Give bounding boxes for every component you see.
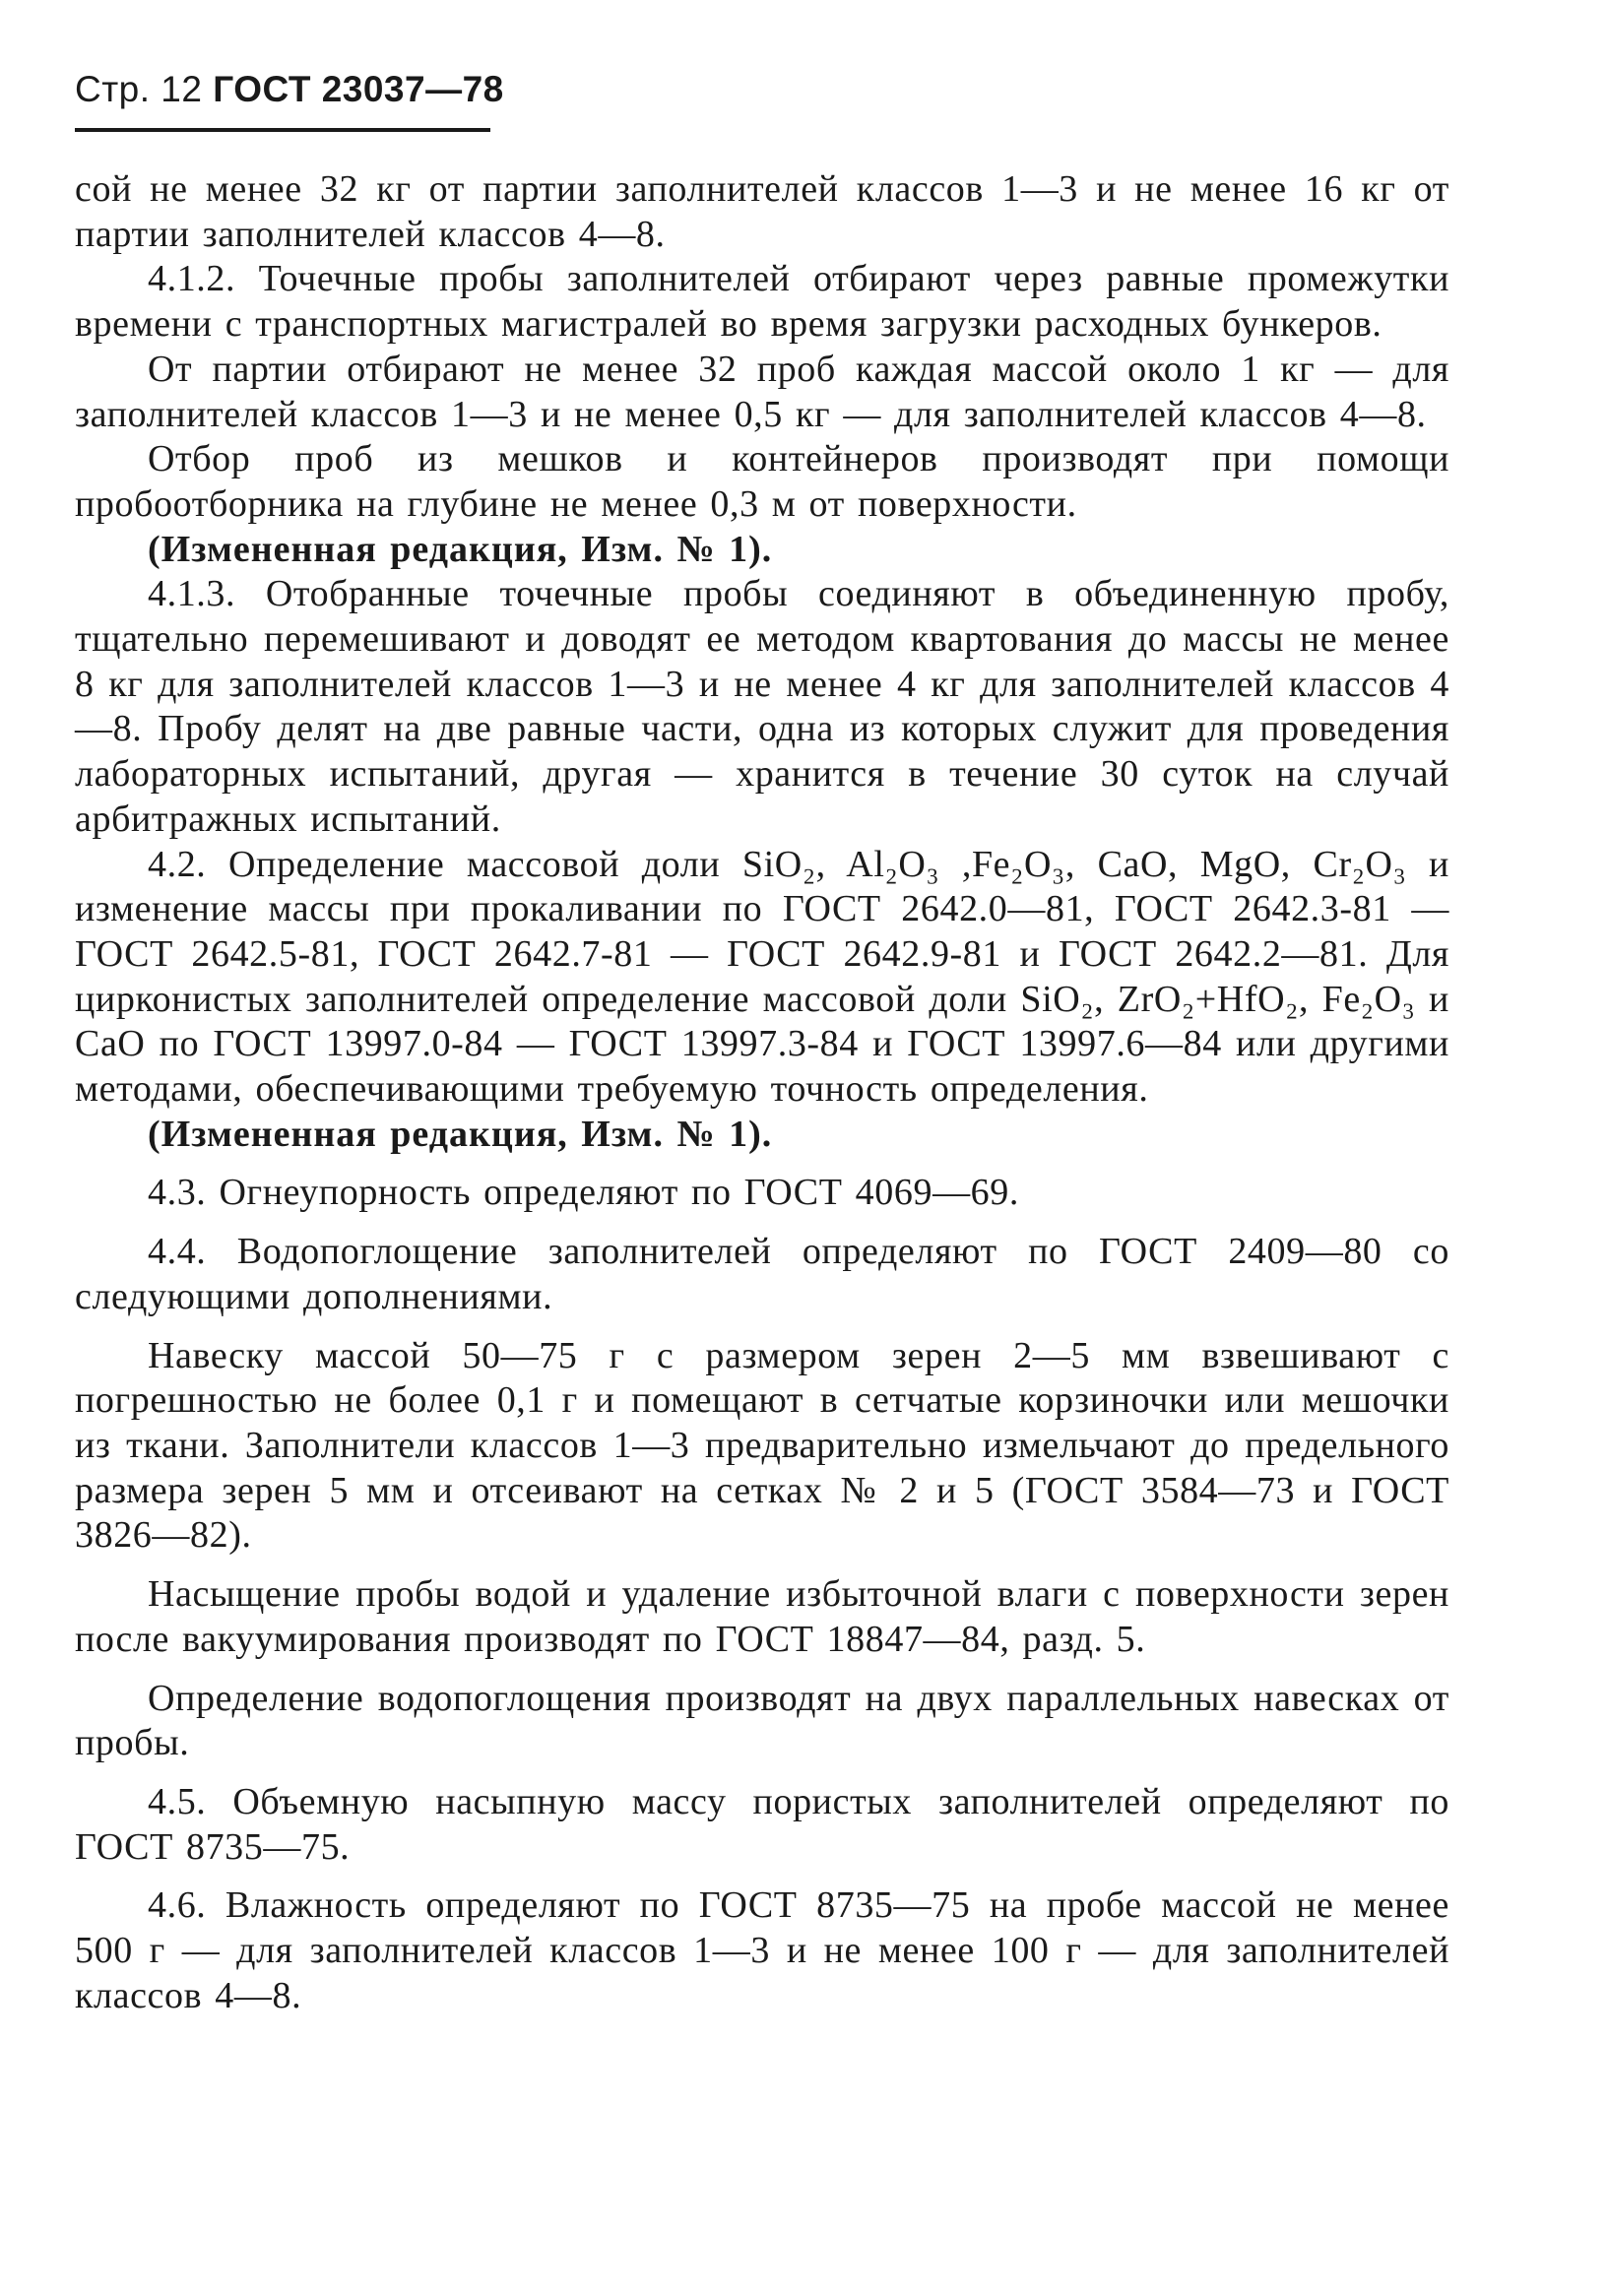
- revision-note: (Измененная редакция, Изм. № 1).: [148, 528, 773, 570]
- revision-note: (Измененная редакция, Изм. № 1).: [148, 1113, 773, 1155]
- paragraph-saturation: Насыщение пробы водой и удаление избыточной влаги с поверхности зерен после вакуумирования производят по ГОСТ 18847—84, разд. 5.: [75, 1573, 1449, 1660]
- page-number: Стр. 12: [75, 69, 203, 109]
- paragraph-4-3: 4.3. Огнеупорность определяют по ГОСТ 4069—69.: [148, 1172, 1019, 1214]
- paragraph-4-1-3: 4.1.3. Отобранные точечные пробы соединяют в объединенную пробу, тщательно перемешивают и доводят ее методом квартования до массы не менее 8 кг для заполнителей классов 1—3 и не менее 4 кг для заполнителей классов 4—8. Пробу делят на две равные части, одна из которых служит для проведения лабораторных испытаний, другая — хранится в течение 30 суток на случай арбитражных испытаний.: [75, 573, 1449, 840]
- page-header: [75, 69, 504, 132]
- paragraph-4-2: 4.2. Определение массовой доли SiO₂, Al₂O₃ ,Fe₂O₃, CaO, MgO, Cr₂O₃ и изменение массы при прокаливании по ГОСТ 2642.0—81, ГОСТ 2642.3-81 — ГОСТ 2642.5-81, ГОСТ 2642.7-81 — ГОСТ 2642.9-81 и ГОСТ 2642.2—81. Для цирконистых заполнителей определение массовой доли SiO₂, ZrO₂+HfO₂, Fe₂O₃ и CaO по ГОСТ 13997.0-84 — ГОСТ 13997.3-84 и ГОСТ 13997.6—84 или другими методами, обеспечивающими требуемую точность определения.: [75, 843, 1449, 1111]
- paragraph-4-5: 4.5. Объемную насыпную массу пористых заполнителей определяют по ГОСТ 8735—75.: [75, 1780, 1449, 1868]
- paragraph-sample-weight: Навеску массой 50—75 г с размером зерен 2—5 мм взвешивают с погрешностью не более 0,1 г и помещают в сетчатые корзиночки или мешочки из ткани. Заполнители классов 1—3 предварительно измельчают до предельного размера зерен 5 мм и отсеивают на сетках № 2 и 5 (ГОСТ 3584—73 и ГОСТ 3826—82).: [75, 1334, 1449, 1557]
- paragraph-sample-count: От партии отбирают не менее 32 проб каждая массой около 1 кг — для заполнителей классов 1—3 и не менее 0,5 кг — для заполнителей классов 4—8.: [75, 348, 1449, 435]
- paragraph-parallel-samples: Определение водопоглощения производят на двух параллельных навесках от пробы.: [75, 1677, 1449, 1764]
- paragraph-sampling-bags: Отбор проб из мешков и контейнеров производят при помощи пробоотборника на глубине не менее 0,3 м от поверхности.: [75, 438, 1449, 525]
- document-page: [75, 69, 1449, 2018]
- document-body: [75, 167, 1449, 2018]
- paragraph-4-4: 4.4. Водопоглощение заполнителей определяют по ГОСТ 2409—80 со следующими дополнениями.: [75, 1231, 1449, 1317]
- paragraph-continuation: сой не менее 32 кг от партии заполнителей классов 1—3 и не менее 16 кг от партии заполнителей классов 4—8.: [75, 168, 1449, 255]
- standard-code: ГОСТ 23037—78: [213, 69, 504, 109]
- paragraph-4-1-2: 4.1.2. Точечные пробы заполнителей отбирают через равные промежутки времени с транспортных магистралей во время загрузки расходных бункеров.: [75, 258, 1449, 346]
- paragraph-4-6: 4.6. Влажность определяют по ГОСТ 8735—75 на пробе массой не менее 500 г — для заполнителей классов 1—3 и не менее 100 г — для заполнителей классов 4—8.: [75, 1884, 1449, 2016]
